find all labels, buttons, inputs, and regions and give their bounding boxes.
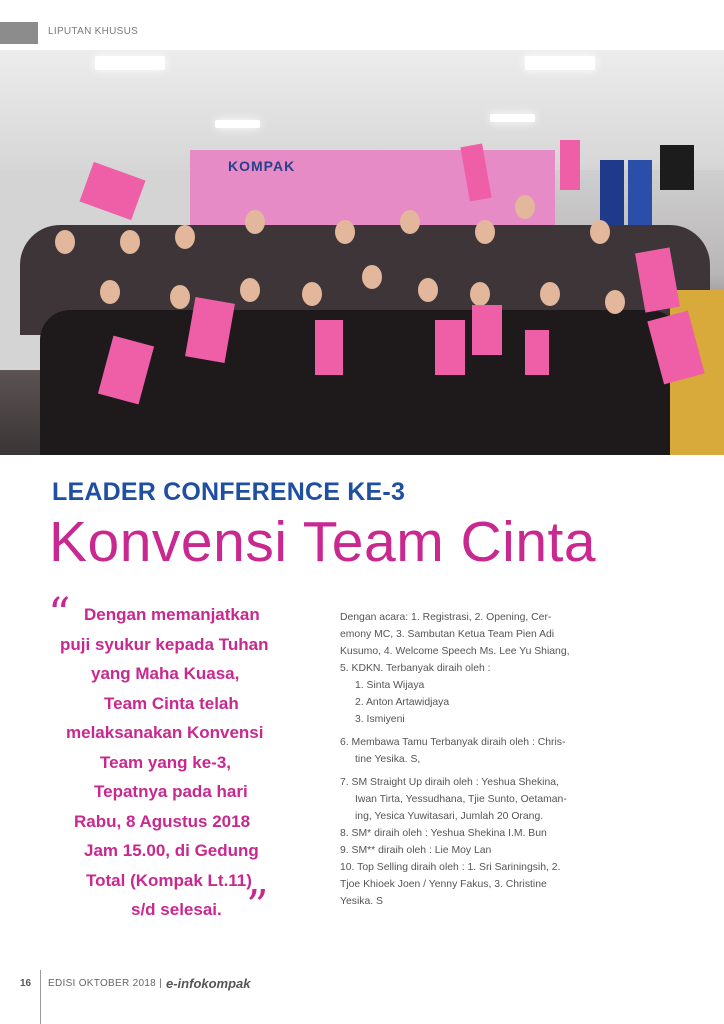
person-face (240, 278, 260, 302)
section-marker (0, 22, 38, 44)
ceiling-light (95, 56, 165, 70)
body-line: 10. Top Selling diraih oleh : 1. Sri Sariningsih, 2. (340, 862, 561, 873)
person-face (55, 230, 75, 254)
body-line: 6. Membawa Tamu Terbanyak diraih oleh : Chris- (340, 737, 566, 748)
pull-quote-line: Rabu, 8 Agustus 2018 (74, 811, 251, 831)
pull-quote-line: melaksanakan Konvensi (66, 723, 264, 742)
pull-quote-line: Tepatnya pada hari (94, 782, 248, 801)
person-face (475, 220, 495, 244)
person-face (418, 278, 438, 302)
body-line: 3. Ismiyeni (355, 714, 405, 725)
body-line: emony MC, 3. Sambutan Ketua Team Pien Adi (340, 629, 555, 640)
person-face (335, 220, 355, 244)
person-face (470, 282, 490, 306)
edition-label: EDISI OKTOBER 2018 | (48, 978, 163, 989)
body-line: tine Yesika. S, (355, 754, 421, 765)
pink-flag (472, 305, 502, 355)
body-line: Yesika. S (340, 896, 383, 907)
body-line: 9. SM** diraih oleh : Lie Moy Lan (340, 845, 492, 856)
pink-flag (560, 140, 580, 190)
pull-quote-line: s/d selesai. (131, 900, 222, 919)
ceiling-light (525, 56, 595, 70)
person-face (540, 282, 560, 306)
body-line: 8. SM* diraih oleh : Yeshua Shekina I.M. Bun (340, 828, 547, 839)
person-face (100, 280, 120, 304)
person-face (175, 225, 195, 249)
article-body (340, 609, 602, 910)
pull-quote-line: Total (Kompak Lt.11) (86, 870, 252, 890)
person-face (245, 210, 265, 234)
body-line: 7. SM Straight Up diraih oleh : Yeshua Shekina, (340, 777, 559, 788)
pink-flag (525, 330, 549, 375)
pull-quote-line: Jam 15.00, di Gedung (84, 841, 259, 860)
section-label: LIPUTAN KHUSUS (48, 26, 139, 37)
pull-quote-line: Team Cinta telah (104, 693, 239, 713)
person-face (590, 220, 610, 244)
article-headline: Konvensi Team Cinta (49, 510, 597, 574)
person-face (605, 290, 625, 314)
person-face (120, 230, 140, 254)
body-line: ing, Yesica Yuwitasari, Jumlah 20 Orang. (355, 811, 544, 822)
body-line: Iwan Tirta, Yessudhana, Tjie Sunto, Oetaman- (355, 794, 567, 805)
body-line: 1. Sinta Wijaya (355, 680, 425, 691)
quote-close-icon: ” (246, 881, 269, 932)
body-line: 5. KDKN. Terbanyak diraih oleh : (340, 663, 491, 674)
body-line: 2. Anton Artawidjaya (355, 697, 450, 708)
person-face (362, 265, 382, 289)
person-face (302, 282, 322, 306)
pull-quote-line: Team yang ke-3, (100, 752, 232, 772)
banner-logo: KOMPAK (228, 158, 296, 174)
pull-quote-line: Dengan memanjatkan (84, 605, 260, 624)
pull-quote (54, 600, 294, 925)
body-line: Kusumo, 4. Welcome Speech Ms. Lee Yu Shiang, (340, 646, 570, 657)
person-face (170, 285, 190, 309)
body-line: Tjoe Khioek Joen / Yenny Fakus, 3. Christine (340, 879, 547, 890)
speaker (660, 145, 694, 190)
quote-open-icon: “ (48, 589, 71, 640)
page-number: 16 (20, 978, 32, 989)
ceiling-light (215, 120, 260, 128)
pink-flag (315, 320, 343, 375)
footer-divider (40, 970, 41, 1024)
pull-quote-line: puji syukur kepada Tuhan (60, 634, 269, 654)
person-face (515, 195, 535, 219)
article-kicker: LEADER CONFERENCE KE-3 (52, 478, 406, 506)
brand-name: e-infokompak (166, 976, 251, 991)
pink-flag (435, 320, 465, 375)
person-face (400, 210, 420, 234)
ceiling-light (490, 114, 535, 122)
body-line: Dengan acara: 1. Registrasi, 2. Opening, Cer- (340, 612, 552, 623)
pull-quote-line: yang Maha Kuasa, (91, 664, 240, 683)
group-photo (0, 50, 724, 455)
